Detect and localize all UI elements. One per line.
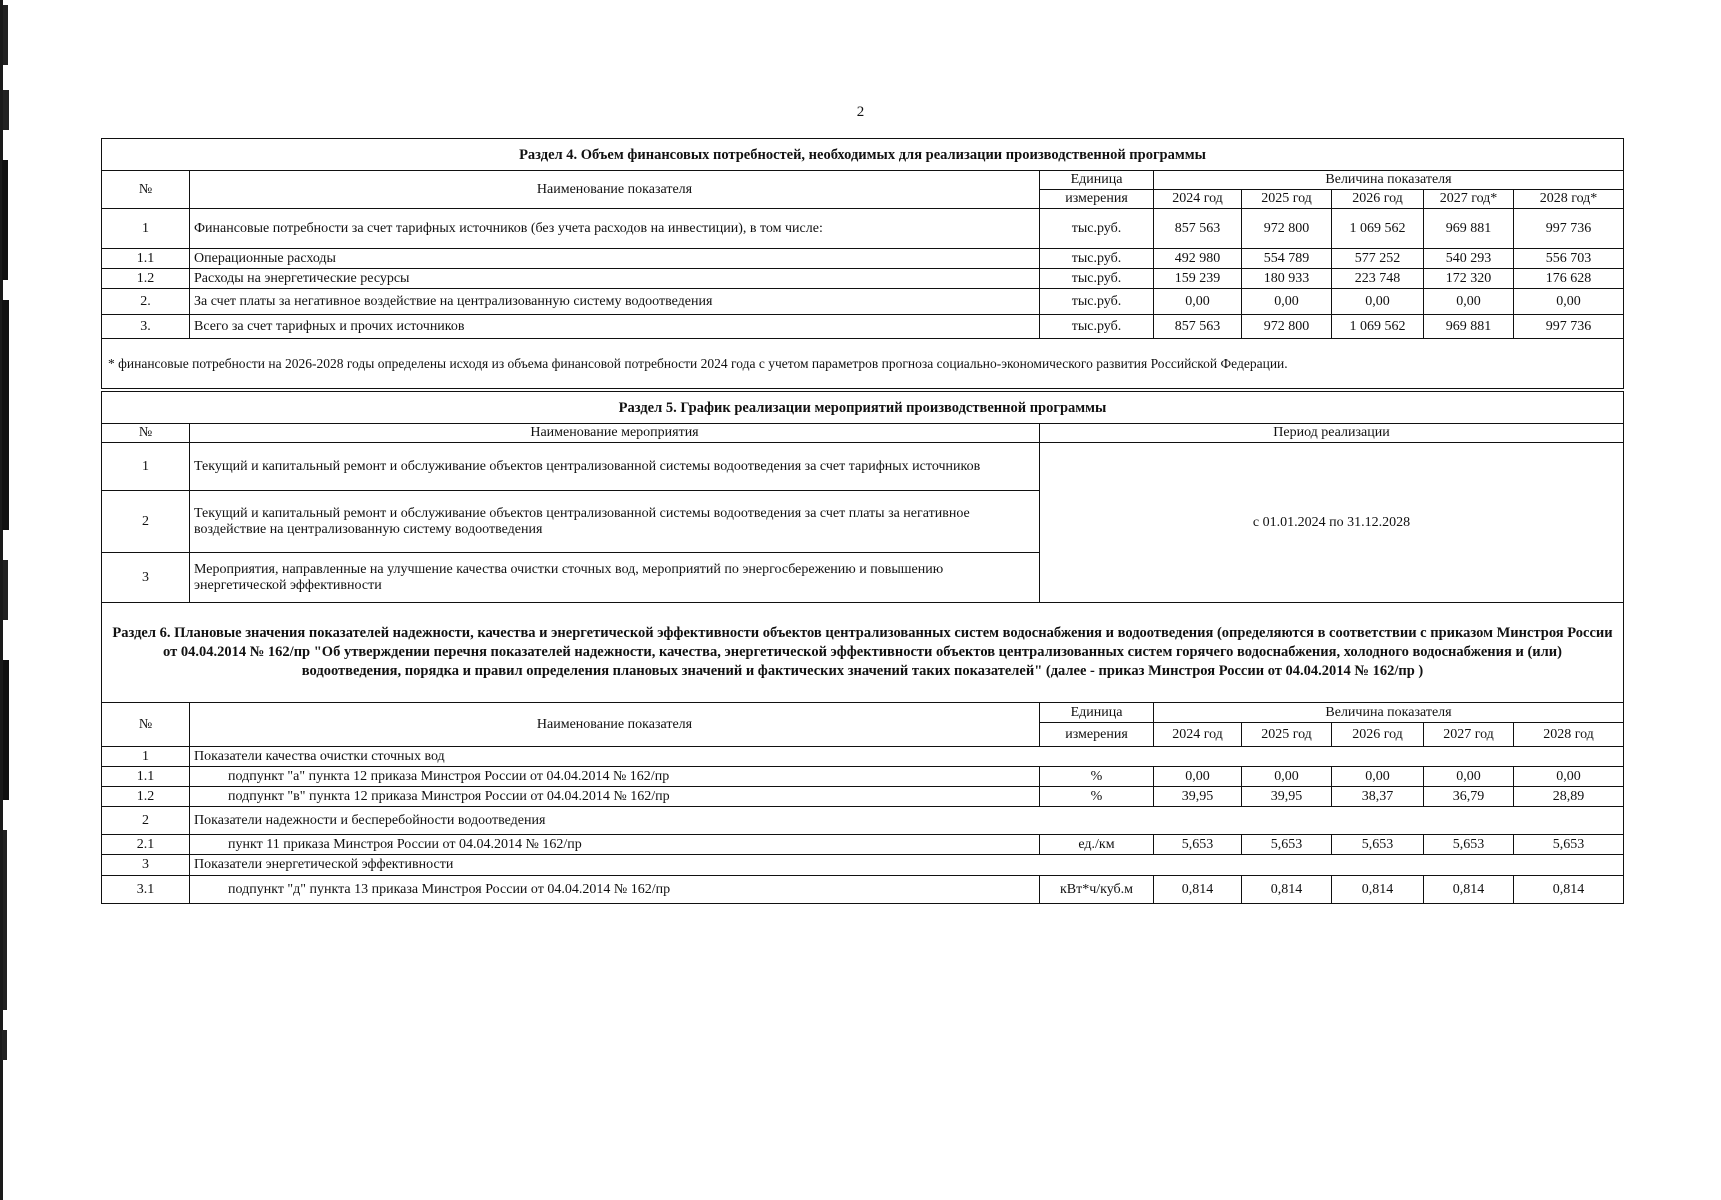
- row-value: 0,814: [1424, 876, 1514, 904]
- col-header-year: 2026 год: [1332, 723, 1424, 747]
- row-unit: кВт*ч/куб.м: [1040, 876, 1154, 904]
- row-value: 972 800: [1242, 209, 1332, 249]
- table-row: [102, 767, 1624, 787]
- row-name: Всего за счет тарифных и прочих источников: [190, 315, 1040, 339]
- row-value: 39,95: [1154, 787, 1242, 807]
- table-row: [102, 209, 1624, 249]
- table-row: [102, 443, 1624, 491]
- row-activity: Текущий и капитальный ремонт и обслуживание объектов централизованной системы водоотведения за счет платы за негативное воздействие на централизованную систему водоотведения: [190, 491, 1040, 553]
- row-value: 554 789: [1242, 249, 1332, 269]
- col-header-period: Период реализации: [1040, 424, 1624, 443]
- row-num: 2: [102, 491, 190, 553]
- table-row: [102, 289, 1624, 315]
- row-value: 28,89: [1514, 787, 1624, 807]
- group-title: Показатели надежности и бесперебойности водоотведения: [190, 807, 1624, 835]
- row-num: 1.1: [102, 767, 190, 787]
- group-title: Показатели качества очистки сточных вод: [190, 747, 1624, 767]
- col-header-year: 2024 год: [1154, 723, 1242, 747]
- row-num: 2.: [102, 289, 190, 315]
- row-value: 540 293: [1424, 249, 1514, 269]
- row-value: 5,653: [1514, 835, 1624, 855]
- row-unit: ед./км: [1040, 835, 1154, 855]
- row-unit: тыс.руб.: [1040, 315, 1154, 339]
- section5-table: [101, 391, 1624, 603]
- row-value: 0,00: [1424, 767, 1514, 787]
- col-header-num: №: [102, 424, 190, 443]
- row-value: 38,37: [1332, 787, 1424, 807]
- row-value: 0,00: [1154, 767, 1242, 787]
- section6-title: Раздел 6. Плановые значения показателей надежности, качества и энергетической эффективности объектов централизованных систем водоснабжения и водоотведения (определяются в соответствии с приказом Минстроя России от 04.04.2014 № 162/пр "Об утверждении перечня показателей надежности, качества, энергетической эффективности объектов централизованных систем горячего водоснабжения, холодного водоснабжения и (или) водоотведения, порядка и правил определения плановых значений и фактических значений таких показателей" (далее - приказ Минстроя России от 04.04.2014 № 162/пр ): [102, 603, 1624, 703]
- col-header-year: 2025 год: [1242, 190, 1332, 209]
- row-name: пункт 11 приказа Минстроя России от 04.04.2014 № 162/пр: [190, 835, 1040, 855]
- col-header-unit-line2: измерения: [1040, 723, 1154, 747]
- col-header-year: 2026 год: [1332, 190, 1424, 209]
- row-num: 2.1: [102, 835, 190, 855]
- row-value: 0,814: [1154, 876, 1242, 904]
- row-value: 972 800: [1242, 315, 1332, 339]
- row-value: 0,00: [1154, 289, 1242, 315]
- row-value: 0,814: [1514, 876, 1624, 904]
- row-value: 1 069 562: [1332, 315, 1424, 339]
- page-number: 2: [856, 104, 865, 120]
- row-value: 0,00: [1332, 767, 1424, 787]
- row-activity: Текущий и капитальный ремонт и обслуживание объектов централизованной системы водоотведения за счет тарифных источников: [190, 443, 1040, 491]
- row-value: 1 069 562: [1332, 209, 1424, 249]
- scan-edge-artifact: [0, 0, 14, 1200]
- row-value: 36,79: [1424, 787, 1514, 807]
- row-value: 857 563: [1154, 209, 1242, 249]
- row-value: 5,653: [1424, 835, 1514, 855]
- row-value: 223 748: [1332, 269, 1424, 289]
- row-unit: %: [1040, 787, 1154, 807]
- row-unit: тыс.руб.: [1040, 209, 1154, 249]
- row-num: 3.1: [102, 876, 190, 904]
- col-header-year: 2028 год*: [1514, 190, 1624, 209]
- col-header-num: №: [102, 703, 190, 747]
- section4-title: Раздел 4. Объем финансовых потребностей, необходимых для реализации производственной программы: [102, 139, 1624, 171]
- row-num: 3: [102, 553, 190, 603]
- table-row: [102, 269, 1624, 289]
- row-name: Операционные расходы: [190, 249, 1040, 269]
- col-header-value-group: Величина показателя: [1154, 703, 1624, 723]
- col-header-name: Наименование показателя: [190, 171, 1040, 209]
- row-value: 176 628: [1514, 269, 1624, 289]
- row-num: 1: [102, 747, 190, 767]
- row-value: 159 239: [1154, 269, 1242, 289]
- col-header-year: 2025 год: [1242, 723, 1332, 747]
- section4-table: [101, 138, 1624, 389]
- row-num: 1.2: [102, 269, 190, 289]
- section6-table: [101, 602, 1624, 904]
- row-unit: тыс.руб.: [1040, 289, 1154, 315]
- row-value: 172 320: [1424, 269, 1514, 289]
- row-name: Финансовые потребности за счет тарифных источников (без учета расходов на инвестиции), в том числе:: [190, 209, 1040, 249]
- table-row: [102, 876, 1624, 904]
- row-value: 492 980: [1154, 249, 1242, 269]
- col-header-activity: Наименование мероприятия: [190, 424, 1040, 443]
- row-name: подпункт "а" пункта 12 приказа Минстроя России от 04.04.2014 № 162/пр: [190, 767, 1040, 787]
- col-header-unit: Единица: [1040, 171, 1154, 190]
- row-unit: тыс.руб.: [1040, 269, 1154, 289]
- col-header-year: 2027 год*: [1424, 190, 1514, 209]
- section5-title: Раздел 5. График реализации мероприятий производственной программы: [102, 392, 1624, 424]
- row-value: 997 736: [1514, 315, 1624, 339]
- row-num: 2: [102, 807, 190, 835]
- row-value: 180 933: [1242, 269, 1332, 289]
- table-row: [102, 835, 1624, 855]
- row-num: 3.: [102, 315, 190, 339]
- row-value: 997 736: [1514, 209, 1624, 249]
- group-row: [102, 855, 1624, 876]
- row-value: 5,653: [1154, 835, 1242, 855]
- section4-footnote: * финансовые потребности на 2026-2028 годы определены исходя из объема финансовой потребности 2024 года с учетом параметров прогноза социально-экономического развития Российской Федерации.: [102, 339, 1624, 389]
- row-num: 1.1: [102, 249, 190, 269]
- row-value: 0,00: [1242, 289, 1332, 315]
- row-value: 39,95: [1242, 787, 1332, 807]
- row-name: подпункт "в" пункта 12 приказа Минстроя России от 04.04.2014 № 162/пр: [190, 787, 1040, 807]
- row-value: 857 563: [1154, 315, 1242, 339]
- row-unit: %: [1040, 767, 1154, 787]
- row-name: подпункт "д" пункта 13 приказа Минстроя России от 04.04.2014 № 162/пр: [190, 876, 1040, 904]
- col-header-value-group: Величина показателя: [1154, 171, 1624, 190]
- row-num: 3: [102, 855, 190, 876]
- row-value: 5,653: [1332, 835, 1424, 855]
- table-row: [102, 315, 1624, 339]
- row-num: 1: [102, 209, 190, 249]
- group-row: [102, 807, 1624, 835]
- col-header-year: 2028 год: [1514, 723, 1624, 747]
- row-value: 556 703: [1514, 249, 1624, 269]
- row-unit: тыс.руб.: [1040, 249, 1154, 269]
- col-header-name: Наименование показателя: [190, 703, 1040, 747]
- row-value: 5,653: [1242, 835, 1332, 855]
- col-header-unit-line2: измерения: [1040, 190, 1154, 209]
- row-num: 1.2: [102, 787, 190, 807]
- col-header-year: 2027 год: [1424, 723, 1514, 747]
- row-value: 0,00: [1514, 767, 1624, 787]
- row-value: 969 881: [1424, 209, 1514, 249]
- row-value: 0,00: [1424, 289, 1514, 315]
- group-title: Показатели энергетической эффективности: [190, 855, 1624, 876]
- row-value: 0,00: [1332, 289, 1424, 315]
- implementation-period: с 01.01.2024 по 31.12.2028: [1040, 443, 1624, 603]
- row-activity: Мероприятия, направленные на улучшение качества очистки сточных вод, мероприятий по энергосбережению и повышению энергетической эффективности: [190, 553, 1040, 603]
- row-value: 0,00: [1242, 767, 1332, 787]
- row-name: Расходы на энергетические ресурсы: [190, 269, 1040, 289]
- table-row: [102, 249, 1624, 269]
- row-value: 969 881: [1424, 315, 1514, 339]
- col-header-num: №: [102, 171, 190, 209]
- row-value: 0,814: [1332, 876, 1424, 904]
- row-value: 0,814: [1242, 876, 1332, 904]
- col-header-year: 2024 год: [1154, 190, 1242, 209]
- row-value: 577 252: [1332, 249, 1424, 269]
- group-row: [102, 747, 1624, 767]
- row-name: За счет платы за негативное воздействие на централизованную систему водоотведения: [190, 289, 1040, 315]
- row-num: 1: [102, 443, 190, 491]
- table-row: [102, 787, 1624, 807]
- col-header-unit: Единица: [1040, 703, 1154, 723]
- row-value: 0,00: [1514, 289, 1624, 315]
